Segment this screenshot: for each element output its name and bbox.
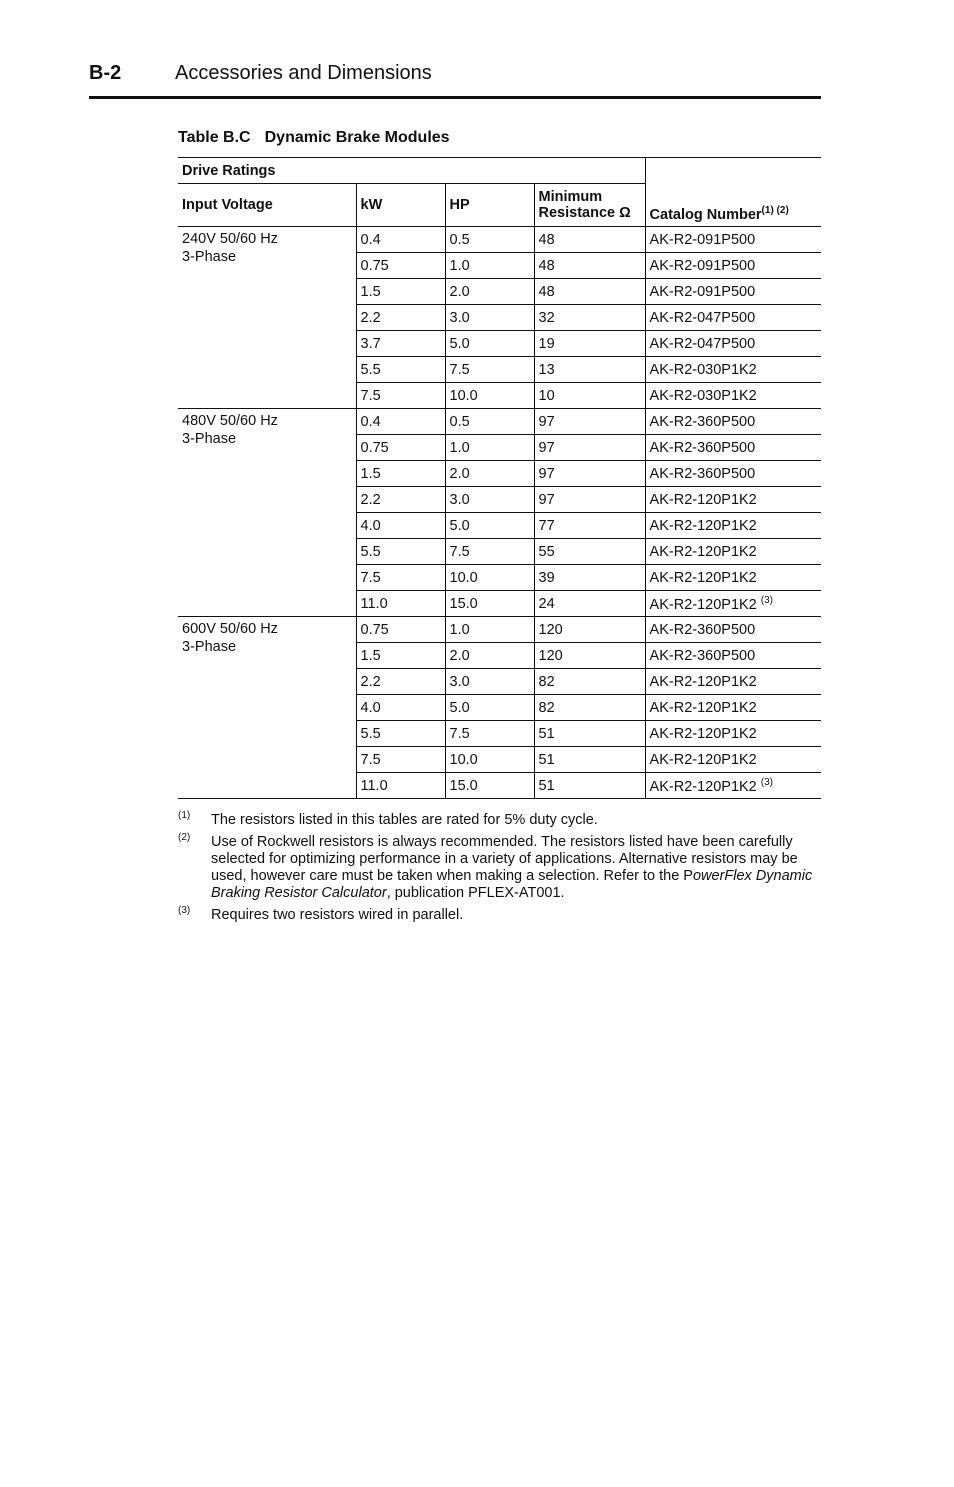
hp-cell: 0.5 bbox=[445, 227, 534, 253]
hp-cell: 5.0 bbox=[445, 513, 534, 539]
input-voltage-cell: 240V 50/60 Hz 3-Phase bbox=[178, 227, 356, 409]
hp-cell: 1.0 bbox=[445, 435, 534, 461]
resistance-cell: 120 bbox=[534, 643, 645, 669]
hp-cell: 15.0 bbox=[445, 591, 534, 617]
resistance-cell: 24 bbox=[534, 591, 645, 617]
input-voltage-cell: 600V 50/60 Hz 3-Phase bbox=[178, 617, 356, 799]
footnotes bbox=[178, 812, 823, 929]
resistance-cell: 19 bbox=[534, 331, 645, 357]
footnote-1-marker: (1) bbox=[178, 810, 191, 821]
catalog-footnote-ref: (3) bbox=[760, 594, 774, 606]
resistance-cell: 10 bbox=[534, 383, 645, 409]
kw-cell: 0.4 bbox=[356, 227, 445, 253]
catalog-number-header: Catalog Number$^{(1) (2)}$ bbox=[645, 158, 821, 227]
table-row bbox=[178, 227, 821, 253]
drive-ratings-header: Drive Ratings bbox=[178, 158, 645, 184]
catalog-cell: AK-R2-120P1K2 bbox=[645, 747, 821, 773]
catalog-cell: AK-R2-120P1K2 bbox=[645, 487, 821, 513]
resistance-cell: 51 bbox=[534, 773, 645, 799]
resistance-cell: 82 bbox=[534, 695, 645, 721]
hp-cell: 10.0 bbox=[445, 565, 534, 591]
section-title: Accessories and Dimensions bbox=[175, 62, 432, 84]
table-row bbox=[178, 409, 821, 435]
kw-cell: 0.75 bbox=[356, 435, 445, 461]
catalog-cell: AK-R2-120P1K2 $^{(3)}$ bbox=[645, 773, 821, 799]
min-resistance-header: Minimum Resistance Ω bbox=[534, 184, 645, 227]
hp-cell: 10.0 bbox=[445, 747, 534, 773]
catalog-cell: AK-R2-120P1K2 bbox=[645, 695, 821, 721]
kw-cell: 5.5 bbox=[356, 539, 445, 565]
table-label: Table B.C bbox=[178, 129, 251, 146]
hp-cell: 15.0 bbox=[445, 773, 534, 799]
hp-cell: 5.0 bbox=[445, 695, 534, 721]
kw-cell: 1.5 bbox=[356, 461, 445, 487]
resistance-cell: 39 bbox=[534, 565, 645, 591]
catalog-cell: AK-R2-360P500 bbox=[645, 409, 821, 435]
resistance-cell: 48 bbox=[534, 253, 645, 279]
hp-cell: 2.0 bbox=[445, 461, 534, 487]
kw-cell: 5.5 bbox=[356, 357, 445, 383]
resistance-cell: 77 bbox=[534, 513, 645, 539]
kw-cell: 5.5 bbox=[356, 721, 445, 747]
kw-cell: 0.75 bbox=[356, 253, 445, 279]
hp-cell: 3.0 bbox=[445, 305, 534, 331]
catalog-cell: AK-R2-091P500 bbox=[645, 279, 821, 305]
hp-header: HP bbox=[445, 184, 534, 227]
kw-cell: 7.5 bbox=[356, 383, 445, 409]
resistance-cell: 97 bbox=[534, 409, 645, 435]
kw-cell: 1.5 bbox=[356, 643, 445, 669]
footnote-2: (2) Use of Rockwell resistors is always recommended. The resistors listed have been carefully selected for optimizing performance in a variety of applications. Alternative resistors may be used, however care must be taken when making a selection. Refer to the PowerFlex Dynamic Braking Resistor Calculator, publication PFLEX-AT001. bbox=[178, 834, 823, 902]
kw-cell: 11.0 bbox=[356, 591, 445, 617]
catalog-cell: AK-R2-120P1K2 bbox=[645, 513, 821, 539]
resistance-cell: 82 bbox=[534, 669, 645, 695]
catalog-cell: AK-R2-091P500 bbox=[645, 253, 821, 279]
hp-cell: 1.0 bbox=[445, 253, 534, 279]
hp-cell: 5.0 bbox=[445, 331, 534, 357]
catalog-cell: AK-R2-120P1K2 $^{(3)}$ bbox=[645, 591, 821, 617]
hp-cell: 1.0 bbox=[445, 617, 534, 643]
catalog-footnote-ref: (3) bbox=[760, 776, 774, 788]
input-voltage-cell: 480V 50/60 Hz 3-Phase bbox=[178, 409, 356, 617]
footnote-1 bbox=[178, 812, 823, 829]
dynamic-brake-table bbox=[178, 157, 821, 799]
page-header bbox=[89, 58, 821, 99]
kw-cell: 2.2 bbox=[356, 487, 445, 513]
catalog-footnote-refs: (1) (2) bbox=[761, 205, 789, 217]
kw-header: kW bbox=[356, 184, 445, 227]
kw-cell: 11.0 bbox=[356, 773, 445, 799]
kw-cell: 7.5 bbox=[356, 747, 445, 773]
kw-cell: 0.75 bbox=[356, 617, 445, 643]
footnote-3-text: Requires two resistors wired in parallel. bbox=[211, 907, 464, 923]
catalog-cell: AK-R2-030P1K2 bbox=[645, 357, 821, 383]
catalog-cell: AK-R2-360P500 bbox=[645, 461, 821, 487]
hp-cell: 7.5 bbox=[445, 357, 534, 383]
catalog-cell: AK-R2-120P1K2 bbox=[645, 669, 821, 695]
footnote-2-marker: (2) bbox=[178, 832, 191, 843]
catalog-cell: AK-R2-360P500 bbox=[645, 435, 821, 461]
hp-cell: 3.0 bbox=[445, 669, 534, 695]
footnote-1-text: The resistors listed in this tables are rated for 5% duty cycle. bbox=[211, 812, 598, 828]
table-row bbox=[178, 617, 821, 643]
hp-cell: 10.0 bbox=[445, 383, 534, 409]
kw-cell: 4.0 bbox=[356, 695, 445, 721]
resistance-cell: 120 bbox=[534, 617, 645, 643]
footnote-3 bbox=[178, 907, 823, 924]
resistance-cell: 51 bbox=[534, 721, 645, 747]
hp-cell: 7.5 bbox=[445, 721, 534, 747]
table-caption bbox=[178, 129, 450, 147]
catalog-cell: AK-R2-360P500 bbox=[645, 643, 821, 669]
catalog-cell: AK-R2-047P500 bbox=[645, 305, 821, 331]
kw-cell: 3.7 bbox=[356, 331, 445, 357]
catalog-cell: AK-R2-120P1K2 bbox=[645, 565, 821, 591]
kw-cell: 1.5 bbox=[356, 279, 445, 305]
catalog-cell: AK-R2-360P500 bbox=[645, 617, 821, 643]
resistance-cell: 48 bbox=[534, 227, 645, 253]
kw-cell: 2.2 bbox=[356, 669, 445, 695]
table-title: Dynamic Brake Modules bbox=[264, 129, 450, 146]
page-number: B-2 bbox=[89, 62, 122, 84]
footnote-3-marker: (3) bbox=[178, 905, 191, 916]
resistance-cell: 97 bbox=[534, 461, 645, 487]
resistance-cell: 55 bbox=[534, 539, 645, 565]
resistance-cell: 48 bbox=[534, 279, 645, 305]
kw-cell: 2.2 bbox=[356, 305, 445, 331]
resistance-cell: 97 bbox=[534, 487, 645, 513]
resistance-cell: 13 bbox=[534, 357, 645, 383]
catalog-cell: AK-R2-091P500 bbox=[645, 227, 821, 253]
kw-cell: 4.0 bbox=[356, 513, 445, 539]
resistance-cell: 97 bbox=[534, 435, 645, 461]
resistance-cell: 51 bbox=[534, 747, 645, 773]
catalog-cell: AK-R2-120P1K2 bbox=[645, 721, 821, 747]
calculator-title: owerFlex Dynamic Braking Resistor Calculator bbox=[211, 868, 813, 901]
input-voltage-header: Input Voltage bbox=[178, 184, 356, 227]
table-body bbox=[178, 227, 821, 799]
catalog-cell: AK-R2-030P1K2 bbox=[645, 383, 821, 409]
hp-cell: 3.0 bbox=[445, 487, 534, 513]
hp-cell: 2.0 bbox=[445, 279, 534, 305]
kw-cell: 0.4 bbox=[356, 409, 445, 435]
catalog-cell: AK-R2-047P500 bbox=[645, 331, 821, 357]
catalog-cell: AK-R2-120P1K2 bbox=[645, 539, 821, 565]
kw-cell: 7.5 bbox=[356, 565, 445, 591]
hp-cell: 7.5 bbox=[445, 539, 534, 565]
hp-cell: 2.0 bbox=[445, 643, 534, 669]
resistance-cell: 32 bbox=[534, 305, 645, 331]
hp-cell: 0.5 bbox=[445, 409, 534, 435]
